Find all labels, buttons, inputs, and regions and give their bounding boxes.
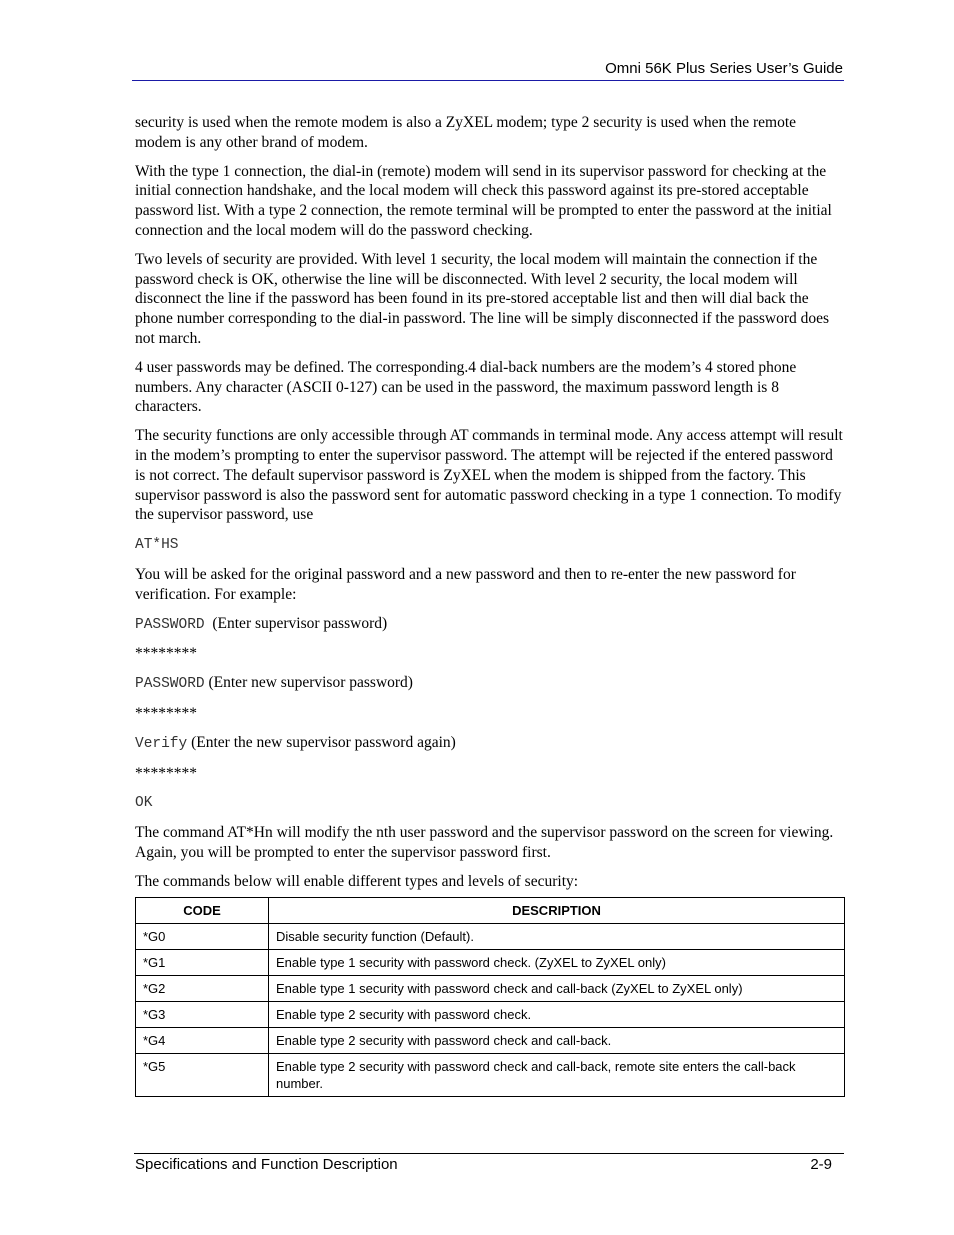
- command-code: AT*HS: [135, 537, 179, 554]
- cell-code: *G2: [136, 975, 269, 1001]
- ok-code: OK: [135, 795, 153, 812]
- cell-code: *G4: [136, 1027, 269, 1053]
- paragraph-connection-types: With the type 1 connection, the dial-in (remote) modem will send in its supervisor password for checking at the initial connection handshake, and the local modem will check this password against its pre-stored acceptable password list. With a type 2 connection, the remote terminal will be prompted to enter the password at the initial connection and the local modem will do the password checking.: [135, 162, 832, 239]
- cell-description: Enable type 1 security with password check and call-back (ZyXEL to ZyXEL only): [269, 975, 845, 1001]
- cell-description: Disable security function (Default).: [269, 923, 845, 949]
- header-divider: [132, 80, 844, 81]
- table-row: [136, 1053, 845, 1096]
- cell-code: *G1: [136, 949, 269, 975]
- example-line-3: [135, 733, 845, 755]
- example-code: PASSWORD: [135, 676, 205, 693]
- paragraph-password-prompt: You will be asked for the original password and a new password and then to re-enter the new password for verification. For example:: [135, 565, 796, 603]
- table-row: [136, 975, 845, 1001]
- paragraph-at-hn: The command AT*Hn will modify the nth user password and the supervisor password on the screen for viewing. Again, you will be prompted to enter the supervisor password first.: [135, 824, 834, 861]
- cell-description: Enable type 1 security with password check. (ZyXEL to ZyXEL only): [269, 949, 845, 975]
- column-header-code: CODE: [136, 897, 269, 923]
- footer-section-title: Specifications and Function Description: [135, 1156, 398, 1173]
- page-header-title: Omni 56K Plus Series User’s Guide: [605, 60, 843, 77]
- example-code: Verify: [135, 735, 188, 752]
- ok-response: [135, 792, 845, 814]
- paragraph-security-types: security is used when the remote modem is also a ZyXEL modem; type 2 security is used when the remote modem is any other brand of modem.: [135, 114, 797, 151]
- paragraph-user-passwords: 4 user passwords may be defined. The corresponding.4 dial-back numbers are the modem’s 4 stored phone numbers. Any character (ASCII 0-127) can be used in the password, the maximum password length is 8 characters.: [135, 358, 797, 416]
- example-note: (Enter the new supervisor password again): [191, 733, 456, 751]
- footer-page-number: 2-9: [810, 1156, 832, 1173]
- password-mask-1: [135, 644, 845, 664]
- password-mask-2: [135, 704, 845, 724]
- password-stars: ********: [135, 764, 197, 782]
- paragraph-security-levels: Two levels of security are provided. With level 1 security, the local modem will maintain the connection if the password check is OK, otherwise the line will be disconnected. With level 2 security, the local modem will disconnect the line if the password has been found in its pre-stored acceptable list and then will dial back the phone number corresponding to the dial-in password. The line will be simply disconnected if the password does not march.: [135, 250, 830, 347]
- paragraph-table-intro: The commands below will enable different types and levels of security:: [135, 872, 579, 890]
- cell-code: *G0: [136, 923, 269, 949]
- example-line-2: [135, 673, 845, 695]
- example-note: (Enter supervisor password): [212, 614, 388, 632]
- cell-description: Enable type 2 security with password check and call-back, remote site enters the call-back number.: [269, 1053, 845, 1096]
- command-at-hs: [135, 534, 845, 556]
- table-row: [136, 1027, 845, 1053]
- cell-code: *G3: [136, 1001, 269, 1027]
- security-commands-table: [135, 897, 845, 1097]
- password-mask-3: [135, 764, 845, 784]
- footer-divider: [134, 1153, 844, 1154]
- table-row: [136, 1001, 845, 1027]
- paragraph-security-functions: The security functions are only accessible through AT commands in terminal mode. Any access attempt will result in the modem’s prompting to enter the supervisor password. The attempt will be rejected if the entered password is not correct. The default supervisor password is ZyXEL when the modem is shipped from the factory. This supervisor password is also the password sent for automatic password checking in a type 1 connection. To modify the supervisor password, use: [135, 427, 843, 524]
- table-row: [136, 923, 845, 949]
- cell-description: Enable type 2 security with password check and call-back.: [269, 1027, 845, 1053]
- cell-code: *G5: [136, 1053, 269, 1096]
- page-content: [135, 113, 845, 1097]
- password-stars: ********: [135, 704, 197, 722]
- table-row: [136, 949, 845, 975]
- example-code: PASSWORD: [135, 616, 205, 633]
- example-line-1: [135, 614, 845, 636]
- table-header-row: [136, 897, 845, 923]
- example-note: (Enter new supervisor password): [208, 674, 413, 692]
- cell-description: Enable type 2 security with password check.: [269, 1001, 845, 1027]
- column-header-description: DESCRIPTION: [269, 897, 845, 923]
- password-stars: ********: [135, 645, 197, 663]
